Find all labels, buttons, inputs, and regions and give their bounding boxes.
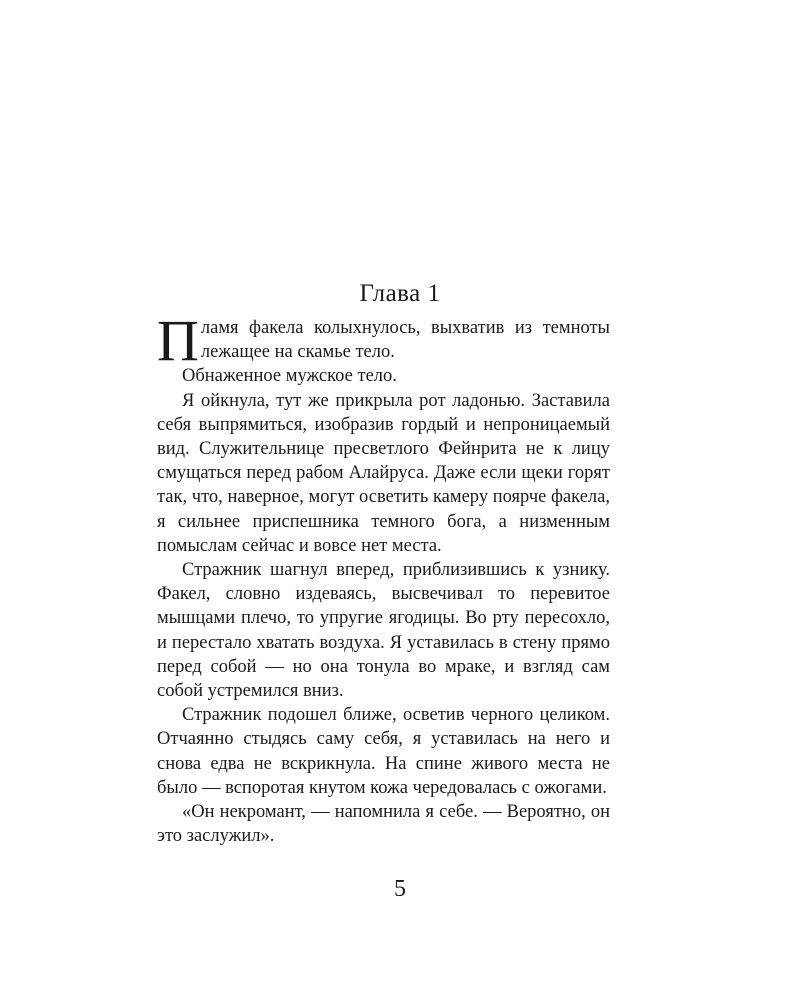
paragraph-3: Я ойкнула, тут же прикрыла рот ладонью. Заставила себя выпрямиться, изобразив гордый и непроницаемый вид. Служительнице пресветлого Фейнрита не к лицу смущаться перед рабом Алайруса. Даже если щеки горят так, что, наверное, могут осветить камеру поярче факела, я сильнее приспешника темного бога, а низменным помыслам сейчас и вовсе нет места. (157, 390, 610, 556)
paragraph-6: «Он некромант, — напомнила я себе. — Вероятно, он это заслужил». (157, 802, 610, 847)
paragraph-1 (157, 308, 610, 373)
drop-cap: П (157, 308, 199, 373)
page-number: 5 (394, 876, 406, 902)
paragraph-4: Стражник шагнул вперед, приблизившись к узнику. Факел, словно издеваясь, высвечивал то перевитое мышцами плечо, то упругие ягодицы. Во рту пересохло, и перестало хватать воздуха. Я уставилась в стену прямо перед собой — но она тонула во мраке, и взгляд сам собой устремился вниз. (157, 560, 610, 702)
paragraph-2: Обнаженное мужское тело. (182, 366, 397, 387)
paragraph-5: Стражник подошел ближе, осветив черного целиком. Отчаянно стыдясь саму себя, я уставилась на него и снова едва не вскрикнула. На спине живого места не было — вспоротая кнутом кожа чередовалась с ожогами. (157, 705, 610, 798)
chapter-body (157, 308, 610, 848)
chapter-title: Глава 1 (359, 280, 441, 307)
paragraph-1-text: ламя факела колыхнулось, выхватив из темноты лежащее на скамье тело. (200, 318, 610, 363)
